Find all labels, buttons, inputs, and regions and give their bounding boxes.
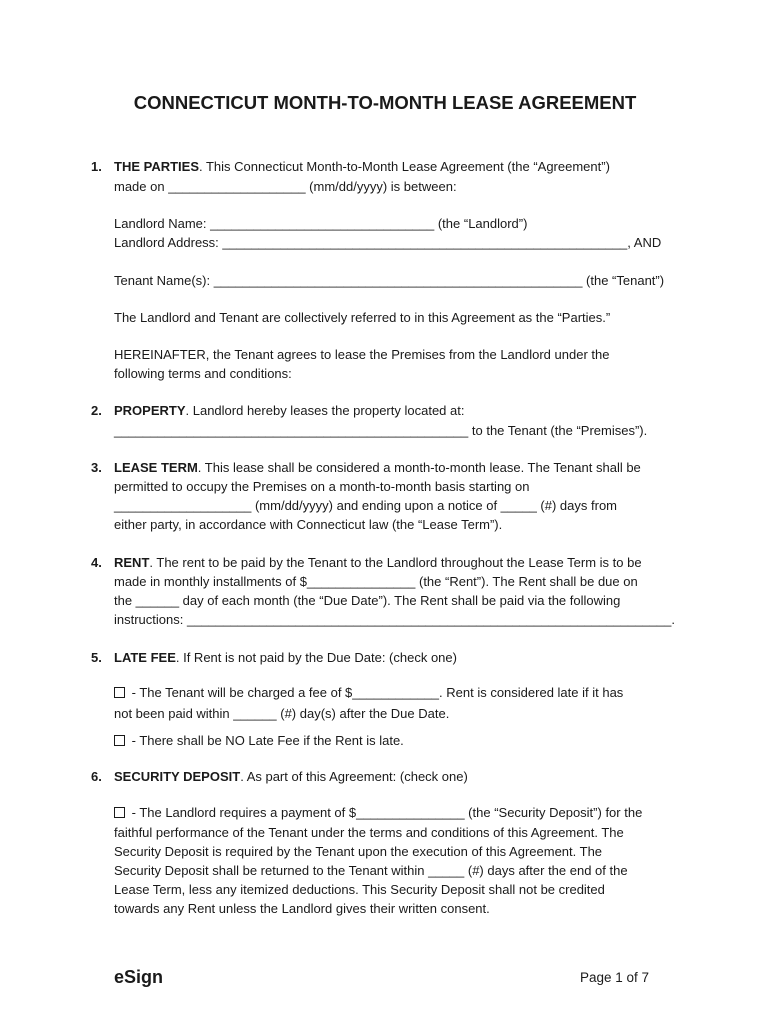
lease-term-line-1: LEASE TERM. This lease shall be considered a month-to-month lease. The Tenant shall be	[114, 460, 641, 475]
property-address-line: _________________________________________________ to the Tenant (the “Premises”).	[114, 423, 648, 438]
late-fee-option-none: - There shall be NO Late Fee if the Rent is late.	[114, 731, 684, 750]
security-deposit-text-6: towards any Rent unless the Landlord gives their written consent.	[114, 901, 490, 916]
late-fee-option-charged: - The Tenant will be charged a fee of $____________. Rent is considered late if it has	[114, 683, 684, 702]
page-number: Page 1 of 7	[580, 970, 650, 985]
lease-term-line-4: either party, in accordance with Connecticut law (the “Lease Term”).	[114, 517, 503, 532]
checkbox-late-fee-charged[interactable]	[114, 687, 125, 698]
rent-line-1: RENT. The rent to be paid by the Tenant to the Landlord throughout the Lease Term is to be	[114, 555, 642, 570]
section-heading: LATE FEE	[114, 650, 176, 665]
security-deposit-line-1: SECURITY DEPOSIT. As part of this Agreement: (check one)	[114, 769, 468, 784]
checkbox-no-late-fee[interactable]	[114, 735, 125, 746]
parties-line-1: THE PARTIES. This Connecticut Month-to-Month Lease Agreement (the “Agreement”)	[114, 159, 610, 174]
property-line-1: PROPERTY. Landlord hereby leases the property located at:	[114, 403, 465, 418]
tenant-names-line: Tenant Name(s): ___________________________________________________ (the “Tenant”)	[114, 273, 665, 288]
section-heading: RENT	[114, 555, 150, 570]
security-deposit-option: - The Landlord requires a payment of $_______________ (the “Security Deposit”) for the	[114, 803, 684, 822]
section-heading: LEASE TERM	[114, 460, 198, 475]
section-number: 5.	[91, 650, 102, 665]
late-fee-line-1: LATE FEE. If Rent is not paid by the Due Date: (check one)	[114, 650, 457, 665]
landlord-name-line: Landlord Name: _______________________________ (the “Landlord”)	[114, 216, 528, 231]
document-title: CONNECTICUT MONTH-TO-MONTH LEASE AGREEMENT	[133, 92, 637, 113]
rent-line-2: made in monthly installments of $_______________ (the “Rent”). The Rent shall be due on	[114, 574, 638, 589]
agreement-date-line: made on ___________________ (mm/dd/yyyy) is between:	[114, 179, 457, 194]
security-deposit-text-4: Security Deposit shall be returned to the Tenant within _____ (#) days after the end of the	[114, 863, 628, 878]
section-number: 4.	[91, 555, 102, 570]
section-heading: SECURITY DEPOSIT	[114, 769, 241, 784]
lease-term-line-2: permitted to occupy the Premises on a month-to-month basis starting on	[114, 479, 530, 494]
section-number: 6.	[91, 769, 102, 784]
esign-logo: eSign	[114, 967, 164, 987]
checkbox-security-deposit[interactable]	[114, 807, 125, 818]
hereinafter-line-1: HEREINAFTER, the Tenant agrees to lease the Premises from the Landlord under the	[114, 347, 610, 362]
section-heading: PROPERTY	[114, 403, 186, 418]
section-number: 1.	[91, 159, 102, 174]
security-deposit-text-5: Lease Term, less any itemized deductions. This Security Deposit shall not be credited	[114, 882, 605, 897]
hereinafter-line-2: following terms and conditions:	[114, 366, 292, 381]
security-deposit-text-2: faithful performance of the Tenant under the terms and conditions of this Agreement. The	[114, 825, 624, 840]
landlord-address-line: Landlord Address: ________________________________________________________, AND	[114, 235, 662, 250]
rent-line-3: the ______ day of each month (the “Due Date”). The Rent shall be paid via the following	[114, 593, 621, 608]
rent-line-4: instructions: ___________________________________________________________________.	[114, 612, 675, 627]
section-heading: THE PARTIES	[114, 159, 199, 174]
parties-note: The Landlord and Tenant are collectively referred to in this Agreement as the “Parties.”	[114, 310, 611, 325]
security-deposit-text-3: Security Deposit is required by the Tenant upon the execution of this Agreement. The	[114, 844, 603, 859]
lease-term-line-3: ___________________ (mm/dd/yyyy) and ending upon a notice of _____ (#) days from	[114, 498, 618, 513]
late-fee-option-charged-cont: not been paid within ______ (#) day(s) after the Due Date.	[114, 706, 450, 721]
section-number: 3.	[91, 460, 102, 475]
section-number: 2.	[91, 403, 102, 418]
